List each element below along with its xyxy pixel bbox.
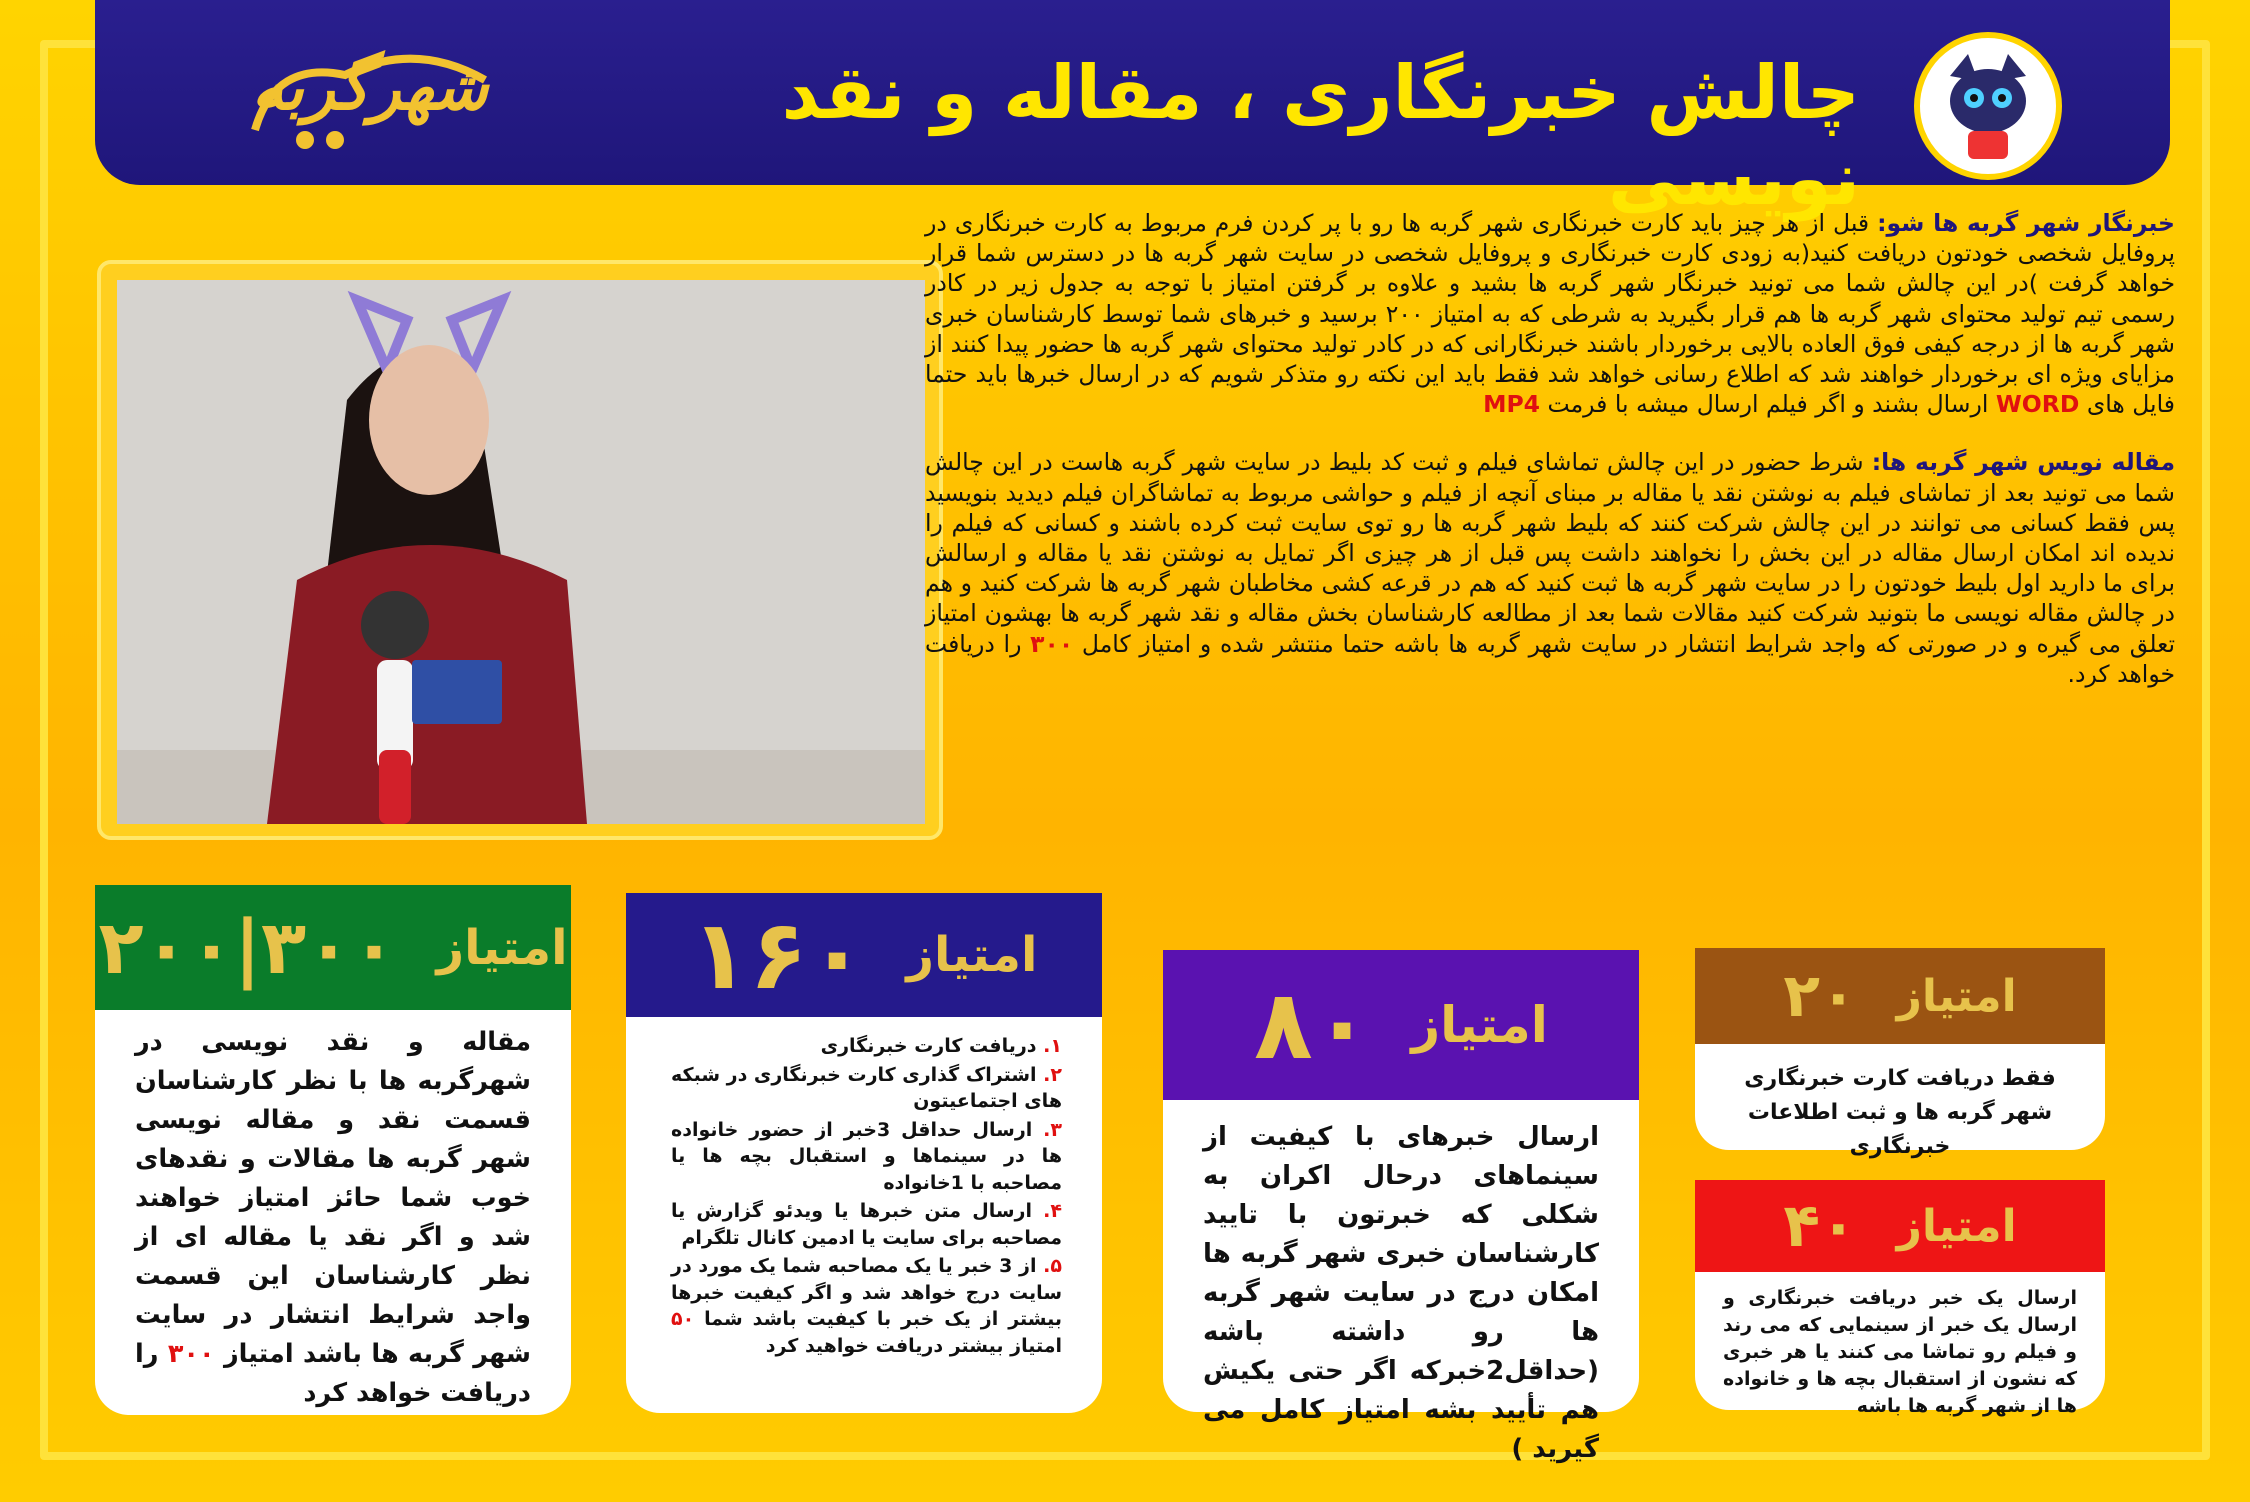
score-label: امتیاز bbox=[1411, 996, 1548, 1054]
reporter-text-mid: ارسال بشند و اگر فیلم ارسال میشه با فرمت bbox=[1540, 390, 1996, 419]
score-card-160-body bbox=[626, 1033, 1102, 1361]
word-format: WORD bbox=[1995, 390, 2080, 419]
list-item: ۲. اشتراک گذاری کارت خبرنگاری در شبکه های اجتماعیتون bbox=[671, 1063, 1062, 1112]
list-item: ۵. از 3 خبر یا یک مصاحبه شما یک مورد در سایت درج خواهد شد و اگر کیفیت خبرها بیشتر از یک خبر با کیفیت باشد شما ۵۰ امتیاز بیشتر دریافت خواهید کرد bbox=[671, 1255, 1062, 1357]
score-card-20-head bbox=[1695, 948, 2105, 1044]
score-value: ۴۰ bbox=[1783, 1191, 1857, 1261]
score-card-80-body: ارسال خبرهای با کیفیت از سینماهای درحال اکران به شکلی که خبرتون با تایید کارشناسان خبری شهر گربه ها امکان درج در سایت شهر گربه ها رو داشته باشه (حداقل2خبرکه اگر حتی یکیش هم تأیید بشه امتیاز کامل می گیرید ) bbox=[1203, 1122, 1599, 1464]
list-item: ۳. ارسال حداقل 3خبر از حضور خانواده ها در سینماها و استقبال بچه ها یا مصاحبه با 1خانواده bbox=[671, 1118, 1062, 1194]
reporter-text: قبل از هر چیز باید کارت خبرنگاری شهر گربه ها رو با پر کردن فرم مربوط به کارت خبرنگاری در پروفایل شخصی خودتون دریافت کنید(به زودی کارت خبرنگاری و پروفایل شخصی در سایت شهر گربه ها در دسترس شما قرار خواهد گرفت )در این چالش شما می تونید خبرنگار شهر گربه ها بشید و علاوه بر گرفتن امتیاز با توجه به جدول زیر در کادر رسمی تیم تولید محتوای شهر گربه ها هم قرار بگیرید به شرطی که به امتیاز ۲۰۰ برسید و خبرهای شما توسط کارشناسان خبری شهر گربه ها از درجه کیفی فوق العاده بالایی برخوردار باشند خبرنگارانی که در کادر تولید محتوای شهر گربه ها حضور پیدا کنند از مزایای ویژه ای برخوردار خواهند شد که اطلاع رسانی خواهد شد فقط باید این نکته رو متذکر شویم که در ارسال خبرها باید حتما فایل های bbox=[925, 209, 2175, 419]
article-lead: مقاله نویس شهر گربه ها: bbox=[1871, 448, 2175, 477]
score-card-160-head bbox=[626, 893, 1102, 1017]
list-item: ۱. دریافت کارت خبرنگاری bbox=[820, 1035, 1062, 1057]
score-value: ۳۰۰|۲۰۰ bbox=[98, 904, 397, 991]
mp4-format: MP4 bbox=[1483, 390, 1541, 419]
reporter-paragraph bbox=[925, 208, 2175, 419]
score-value: ۱۶۰ bbox=[690, 899, 867, 1011]
score-card-200-300 bbox=[95, 885, 571, 1415]
score-card-20-body: فقط دریافت کارت خبرنگاری شهر گربه ها و ثبت اطلاعات خبرنگاری bbox=[1744, 1066, 2056, 1159]
score-card-40-head bbox=[1695, 1180, 2105, 1272]
reporter-lead: خبرنگار شهر گربه ها شو: bbox=[1877, 209, 2175, 237]
score-card-40-body: ارسال یک خبر دریافت خبرنگاری و ارسال یک خبر از سینمایی که می رند و فیلم رو تماشا می کنند یا هر خبری که نشون از استقبال بچه ها و خانواده ها از شهر گربه ها باشه bbox=[1723, 1287, 2077, 1417]
logo-text: شهرگربه bbox=[251, 50, 489, 125]
article-text-end: را دریافت خواهد کرد. bbox=[925, 629, 2175, 688]
reporter-girl-image bbox=[117, 280, 925, 824]
score-card-300-body: مقاله و نقد نویسی در شهرگربه ها با نظر کارشناسان قسمت نقد و مقاله نویسی شهر گربه ها مقالات و نقدهای خوب شما حائز امتیاز خواهند شد و اگر نقد یا مقاله ای از نظر کارشناسان این قسمت واجد شرایط انتشار در سایت شهر گربه ها باشد امتیاز ۳۰۰ را دریافت خواهد کرد bbox=[135, 1027, 531, 1408]
score-card-20 bbox=[1695, 948, 2105, 1159]
page-title: چالش خبرنگاری ، مقاله و نقد نویسی bbox=[781, 50, 1860, 222]
mascot-badge bbox=[1914, 32, 2062, 180]
score-label: امتیاز bbox=[436, 919, 568, 976]
score-value: ۲۰ bbox=[1783, 961, 1857, 1031]
score-card-300-head bbox=[95, 885, 571, 1010]
score-value: ۸۰ bbox=[1254, 969, 1372, 1081]
score-card-80-head bbox=[1163, 950, 1639, 1100]
score-card-80 bbox=[1163, 950, 1639, 1464]
photo-frame bbox=[97, 260, 943, 840]
reporter-photo bbox=[117, 280, 925, 824]
brand-logo bbox=[235, 20, 505, 170]
score-card-40 bbox=[1695, 1180, 2105, 1417]
score-label: امتیاز bbox=[906, 927, 1038, 983]
header-banner bbox=[95, 0, 2170, 222]
score-label: امتیاز bbox=[1896, 1200, 2017, 1252]
list-item: ۴. ارسال متن خبرها یا ویدئو گزارش یا مصاحبه برای سایت یا ادمین کانال تلگرام bbox=[671, 1200, 1062, 1249]
article-text: شرط حضور در این چالش تماشای فیلم و ثبت کد بلیط در سایت شهر گربه هاست در این چالش شما می تونید بعد از تماشای فیلم به نوشتن نقد یا مقاله بر مبنای آنچه از فیلم و حواشی مربوط به تماشاگران فیلم دیدید بنویسید پس فقط کسانی می توانند در این چالش شرکت کنند که بلیط شهر گربه ها رو توی سایت ثبت کرده باشند و کسانی که فیلم را ندیده اند امکان ارسال مقاله در این بخش را نخواهند داشت پس قبل از هر چیزی اگر تمایل به نوشتن نقد یا مقاله و ارسالش برای ما دارید اول بلیط خودتون را در سایت شهر گربه ها ثبت کنید که هم در قرعه کشی مخاطبان شهر گربه ها شرکت کنید و هم در چالش مقاله نویسی ما بتونید شرکت کنید مقالات شما بعد از مطالعه کارشناسان بخش مقاله و نقد شهر گربه ها بهشون امتیاز تعلق می گیره و در صورتی که واجد شرایط انتشار در سایت شهر گربه ها باشه حتما منتشر شده و امتیاز کامل bbox=[925, 448, 2175, 658]
article-score: ۳۰۰ bbox=[1030, 629, 1074, 658]
score-label: امتیاز bbox=[1896, 970, 2017, 1022]
article-paragraph bbox=[925, 447, 2175, 689]
score-card-160 bbox=[626, 893, 1102, 1413]
intro-text bbox=[925, 208, 2175, 717]
cat-mascot-icon bbox=[1928, 46, 2048, 166]
